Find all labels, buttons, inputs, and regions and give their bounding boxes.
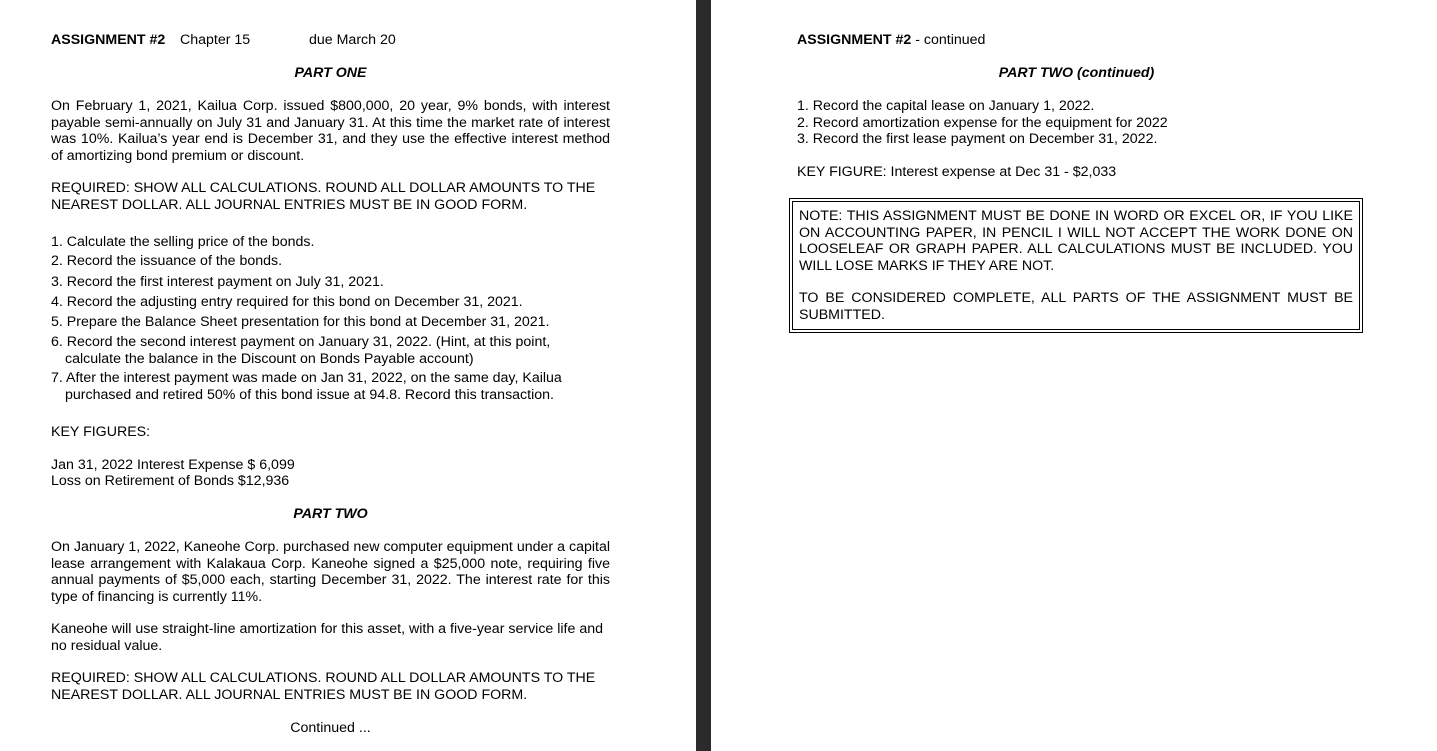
item-6-line-2: calculate the balance in the Discount on Bonds Payable account) — [65, 351, 474, 367]
right-key-figure: KEY FIGURE: Interest expense at Dec 31 - $2,033 — [797, 164, 1117, 180]
part-one-item-7 — [51, 370, 562, 404]
key-figures-label: KEY FIGURES: — [51, 424, 151, 440]
part-one-required: REQUIRED: SHOW ALL CALCULATIONS. ROUND ALL DOLLAR AMOUNTS TO THE NEAREST DOLLAR. ALL JOURNAL ENTRIES MUST BE IN GOOD FORM. — [51, 180, 596, 213]
part-one-item-3: 3. Record the first interest payment on July 31, 2021. — [51, 274, 384, 290]
right-item-3: 3. Record the first lease payment on December 31, 2022. — [797, 131, 1158, 147]
item-7-line-1: 7. After the interest payment was made on Jan 31, 2022, on the same day, Kailua — [51, 370, 562, 386]
note-box-inner — [792, 201, 1360, 330]
chapter-label: Chapter 15 — [180, 32, 251, 48]
note-box — [789, 198, 1363, 333]
part-two-intro: On January 1, 2022, Kaneohe Corp. purchased new computer equipment under a capital lease arrangement with Kalakaua Corp. Kaneohe signed a $25,000 note, requiring five annual payments of $5,000 each, starting December 31, 2022. The interest rate for this type of financing is currently 11%. — [51, 539, 610, 605]
right-item-1: 1. Record the capital lease on January 1, 2022. — [797, 98, 1095, 114]
part-one-item-4: 4. Record the adjusting entry required for this bond on December 31, 2021. — [51, 294, 523, 310]
note-text-1: NOTE: THIS ASSIGNMENT MUST BE DONE IN WORD OR EXCEL OR, IF YOU LIKE ON ACCOUNTING PAPER, IN PENCIL I WILL NOT ACCEPT THE WORK DONE ON LOOSELEAF OR GRAPH PAPER. ALL CALCULATIONS MUST BE INCLUDED. YOU WILL LOSE MARKS IF THEY ARE NOT. — [799, 208, 1353, 274]
right-header-suffix: - continued — [911, 32, 986, 48]
note-text-2: TO BE CONSIDERED COMPLETE, ALL PARTS OF THE ASSIGNMENT MUST BE SUBMITTED. — [799, 290, 1353, 323]
part-two-title: PART TWO — [293, 506, 368, 522]
part-one-item-6 — [51, 334, 550, 368]
key-figure-interest: Jan 31, 2022 Interest Expense $ 6,099 — [51, 457, 295, 473]
due-date: due March 20 — [309, 32, 396, 48]
right-assignment-title: ASSIGNMENT #2 — [797, 32, 912, 48]
part-two-amortization: Kaneohe will use straight-line amortization for this asset, with a five-year service life and no residual value. — [51, 621, 603, 654]
part-one-item-2: 2. Record the issuance of the bonds. — [51, 253, 283, 269]
part-one-intro: On February 1, 2021, Kailua Corp. issued $800,000, 20 year, 9% bonds, with interest payable semi-annually on July 31 and January 31. At this time the market rate of interest was 10%. Kailua’s year end is December 31, and they use the effective interest method of amortizing bond premium or discount. — [51, 98, 610, 164]
item-6-line-1: 6. Record the second interest payment on January 31, 2022. (Hint, at this point, — [51, 334, 551, 350]
assignment-title: ASSIGNMENT #2 — [51, 32, 166, 48]
part-two-required: REQUIRED: SHOW ALL CALCULATIONS. ROUND ALL DOLLAR AMOUNTS TO THE NEAREST DOLLAR. ALL JOURNAL ENTRIES MUST BE IN GOOD FORM. — [51, 670, 596, 703]
part-one-title: PART ONE — [294, 65, 367, 81]
right-header — [797, 32, 985, 49]
continued-label: Continued ... — [290, 720, 371, 736]
right-item-2: 2. Record amortization expense for the equipment for 2022 — [797, 115, 1168, 131]
part-two-continued-title: PART TWO (continued) — [998, 65, 1155, 81]
part-one-item-5: 5. Prepare the Balance Sheet presentation for this bond at December 31, 2021. — [51, 314, 550, 330]
item-7-line-2: purchased and retired 50% of this bond issue at 94.8. Record this transaction. — [65, 387, 554, 403]
page-divider — [696, 0, 711, 751]
key-figure-loss: Loss on Retirement of Bonds $12,936 — [51, 473, 290, 489]
part-one-item-1: 1. Calculate the selling price of the bonds. — [51, 234, 315, 250]
